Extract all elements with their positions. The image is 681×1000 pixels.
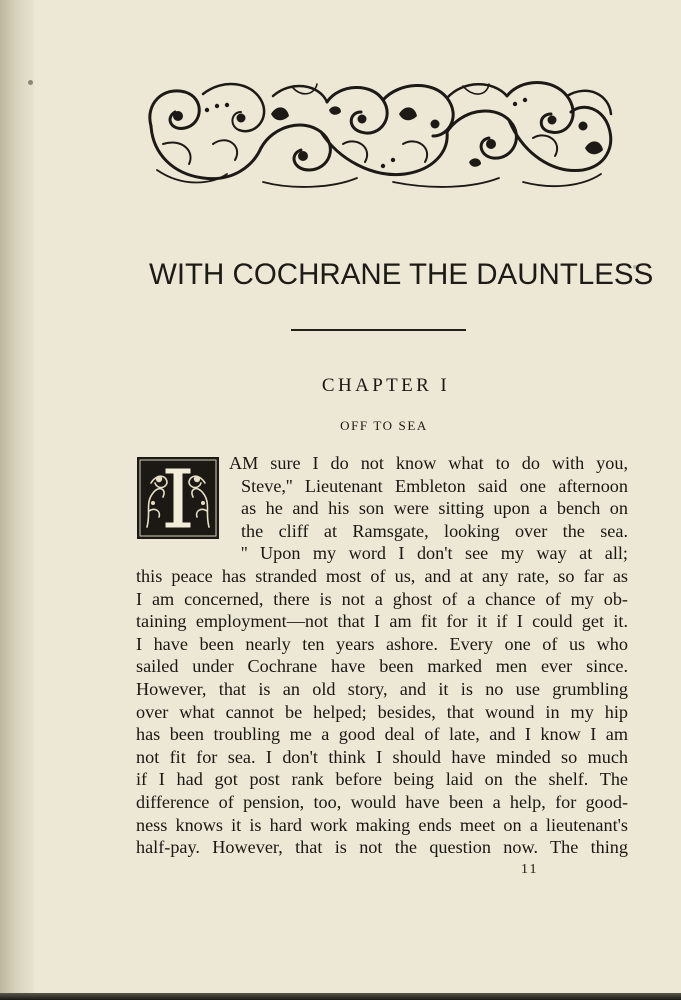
body-line: difference of pension, too, would have been a help, for good- — [136, 792, 628, 812]
paper-speck — [28, 80, 33, 85]
chapter-subtitle: OFF TO SEA — [340, 418, 428, 433]
body-line: has been troubling me a good deal of late, and I know I am — [136, 724, 628, 745]
body-line: not fit for sea. I don't think I should have minded so much — [136, 746, 628, 767]
page-number: 11 — [521, 862, 539, 877]
body-line: ness knows it is hard work making ends meet on a lieutenant's — [136, 814, 628, 835]
body-line: if I had got post rank before being laid on the shelf. The — [136, 769, 628, 790]
title-divider — [291, 329, 466, 331]
page-bottom-edge — [0, 993, 681, 1000]
body-line: AM sure I do not know what to do with you, — [229, 453, 628, 473]
body-line: this peace has stranded most of us, and at any rate, so far as — [136, 566, 628, 586]
ornamental-headpiece — [143, 74, 618, 192]
body-line: as he and his son were sitting upon a bench on — [241, 498, 628, 519]
body-line: taining employment—not that I am fit for it if I could get it. — [136, 611, 628, 632]
body-line: I am concerned, there is not a ghost of a chance of my ob- — [136, 588, 628, 609]
body-line: However, that is an old story, and it is no use grumbling — [136, 679, 628, 699]
body-line: '' Upon my word I don't see my way at all; — [241, 543, 628, 564]
decorated-dropcap — [137, 457, 219, 539]
body-line: the cliff at Ramsgate, looking over the sea. — [241, 520, 628, 541]
body-line: Steve,'' Lieutenant Embleton said one afternoon — [241, 475, 628, 496]
body-line: half-pay. However, that is not the question now. The thing — [136, 837, 628, 858]
page-gutter-shadow — [0, 0, 34, 1000]
body-line: sailed under Cochrane have been marked men ever since. — [136, 656, 628, 677]
book-title: WITH COCHRANE THE DAUNTLESS — [149, 258, 654, 291]
chapter-heading: CHAPTER I — [321, 375, 451, 396]
body-line: over what cannot be helped; besides, that wound in my hip — [136, 701, 628, 722]
body-line: I have been nearly ten years ashore. Every one of us who — [136, 633, 628, 654]
